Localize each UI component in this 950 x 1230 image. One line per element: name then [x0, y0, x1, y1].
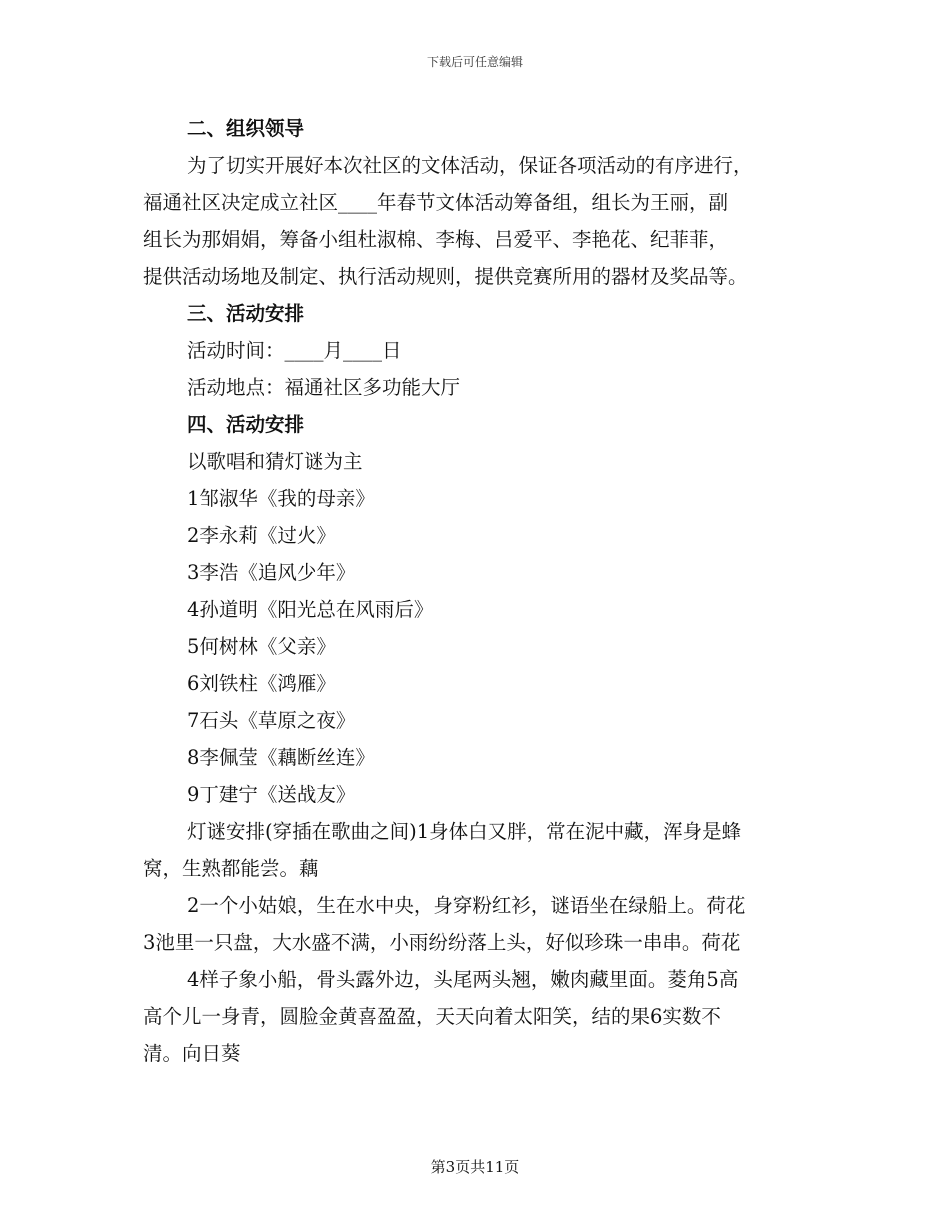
song-item: 2李永莉《过火》: [187, 524, 336, 547]
paragraph-line: 为了切实开展好本次社区的文体活动，保证各项活动的有序进行，: [187, 154, 753, 177]
song-item: 4孙道明《阳光总在风雨后》: [187, 598, 434, 621]
activity-time: 活动时间：____月____日: [187, 339, 402, 362]
riddle-line: 清。向日葵: [143, 1042, 241, 1065]
paragraph-line: 提供活动场地及制定、执行活动规则，提供竞赛所用的器材及奖品等。: [143, 265, 748, 288]
song-item: 1邹淑华《我的母亲》: [187, 487, 375, 510]
song-item: 7石头《草原之夜》: [187, 709, 356, 732]
section-heading-schedule: 三、活动安排: [187, 302, 305, 325]
riddle-line: 灯谜安排(穿插在歌曲之间)1身体白又胖，常在泥中藏，浑身是蜂: [187, 820, 742, 843]
riddle-line: 2一个小姑娘，生在水中央，身穿粉红衫，谜语坐在绿船上。荷花: [187, 894, 746, 917]
activity-place: 活动地点：福通社区多功能大厅: [187, 376, 461, 399]
program-intro: 以歌唱和猜灯谜为主: [187, 450, 363, 473]
song-item: 3李浩《追风少年》: [187, 561, 356, 584]
page-header: 下载后可任意编辑: [426, 55, 523, 69]
paragraph-line: 福通社区决定成立社区____年春节文体活动筹备组，组长为王丽，副: [143, 191, 729, 214]
song-item: 5何树林《父亲》: [187, 635, 336, 658]
song-item: 6刘铁柱《鸿雁》: [187, 672, 336, 695]
section-heading-organization: 二、组织领导: [187, 117, 305, 140]
paragraph-line: 组长为那娟娟，筹备小组杜淑棉、李梅、吕爱平、李艳花、纪菲菲，: [143, 228, 729, 251]
riddle-line: 高个儿一身青，圆脸金黄喜盈盈，天天向着太阳笑，结的果6实数不: [143, 1005, 721, 1028]
song-item: 8李佩莹《藕断丝连》: [187, 746, 375, 769]
section-heading-program: 四、活动安排: [187, 413, 305, 436]
song-item: 9丁建宁《送战友》: [187, 783, 356, 806]
riddle-line: 4样子象小船，骨头露外边，头尾两头翘，嫩肉藏里面。菱角5高: [187, 968, 739, 991]
riddle-line: 3池里一只盘，大水盛不满，小雨纷纷落上头，好似珍珠一串串。荷花: [143, 931, 741, 954]
document-body: [143, 110, 810, 1072]
page-footer: 第3页共11页: [430, 1158, 520, 1176]
riddle-line: 窝，生熟都能尝。藕: [143, 857, 319, 880]
